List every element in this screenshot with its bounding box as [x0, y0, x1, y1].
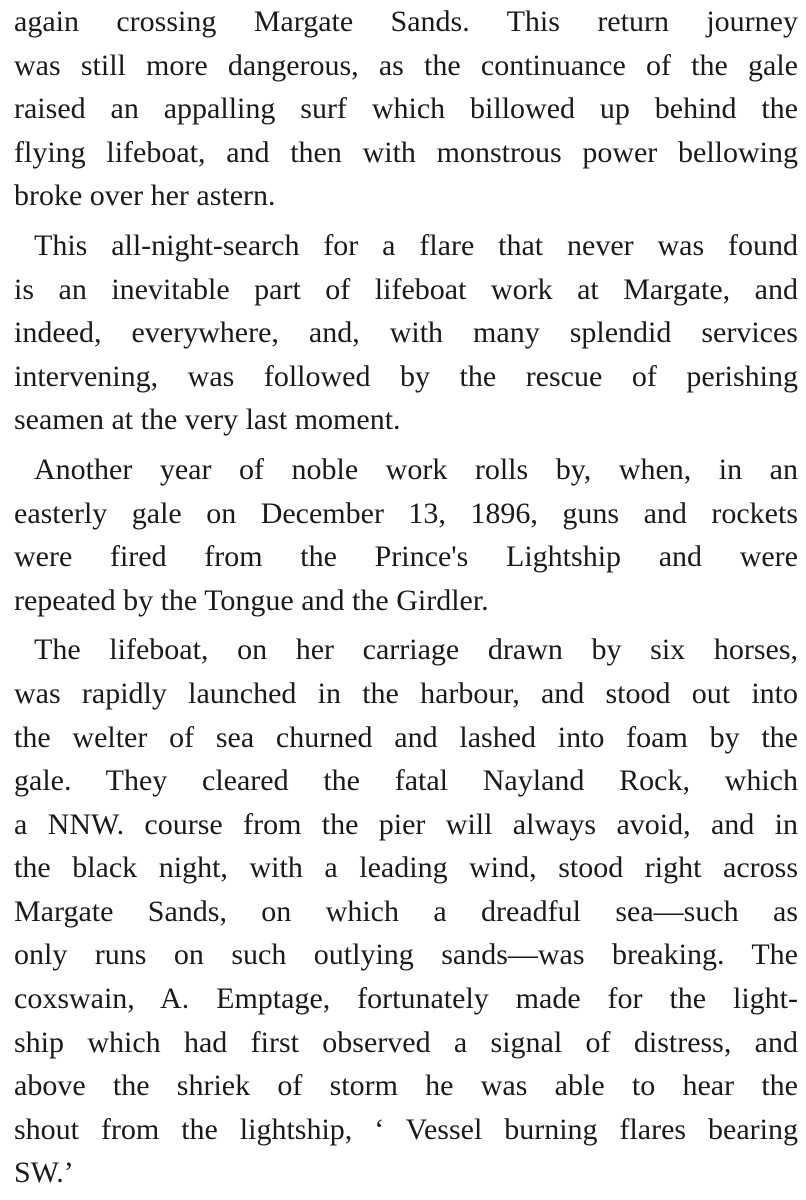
paragraph-4 [14, 628, 798, 1195]
text-line: only runs on such outlying sands—was breaking. The [14, 938, 798, 972]
text-line: This all-night-search for a flare that never was found [34, 228, 798, 262]
text-line: raised an appalling surf which billowed up behind the [14, 92, 798, 126]
text-line: Another year of noble work rolls by, when, in an [34, 452, 798, 486]
text-line: a NNW. course from the pier will always avoid, and in [14, 807, 798, 841]
text-line: Margate Sands, on which a dreadful sea—such as [14, 894, 798, 928]
text-line: easterly gale on December 13, 1896, guns and rockets [14, 496, 798, 530]
text-line: is an inevitable part of lifeboat work at Margate, and [14, 272, 798, 306]
paragraph-2 [14, 224, 798, 442]
text-line: intervening, was followed by the rescue of perishing [14, 359, 798, 393]
text-line: was rapidly launched in the harbour, and stood out into [14, 676, 798, 710]
text-line: were fired from the Prince's Lightship and were [14, 540, 798, 574]
text-line: repeated by the Tongue and the Girdler. [14, 583, 489, 617]
text-line: again crossing Margate Sands. This return journey [14, 5, 798, 38]
text-line: the welter of sea churned and lashed into foam by the [14, 720, 798, 754]
text-line: gale. They cleared the fatal Nayland Rock, which [14, 764, 798, 798]
text-line: SW.’ [14, 1156, 74, 1190]
text-line: coxswain, A. Emptage, fortunately made for the light- [14, 982, 798, 1016]
text-line: ship which had first observed a signal of distress, and [14, 1025, 798, 1059]
text-line: seamen at the very last moment. [14, 403, 401, 437]
text-line: flying lifeboat, and then with monstrous power bellowing [14, 135, 798, 169]
text-line: The lifeboat, on her carriage drawn by six horses, [34, 633, 798, 667]
text-line: broke over her astern. [14, 179, 276, 213]
text-line: above the shriek of storm he was able to hear the [14, 1069, 798, 1103]
text-line: shout from the lightship, ‘ Vessel burning flares bearing [14, 1112, 798, 1146]
book-page [14, 0, 798, 1195]
paragraph-3 [14, 448, 798, 622]
text-line: was still more dangerous, as the continuance of the gale [14, 48, 798, 82]
text-line: indeed, everywhere, and, with many splendid services [14, 316, 798, 350]
paragraph-1 [14, 0, 798, 218]
text-line: the black night, with a leading wind, stood right across [14, 851, 798, 885]
